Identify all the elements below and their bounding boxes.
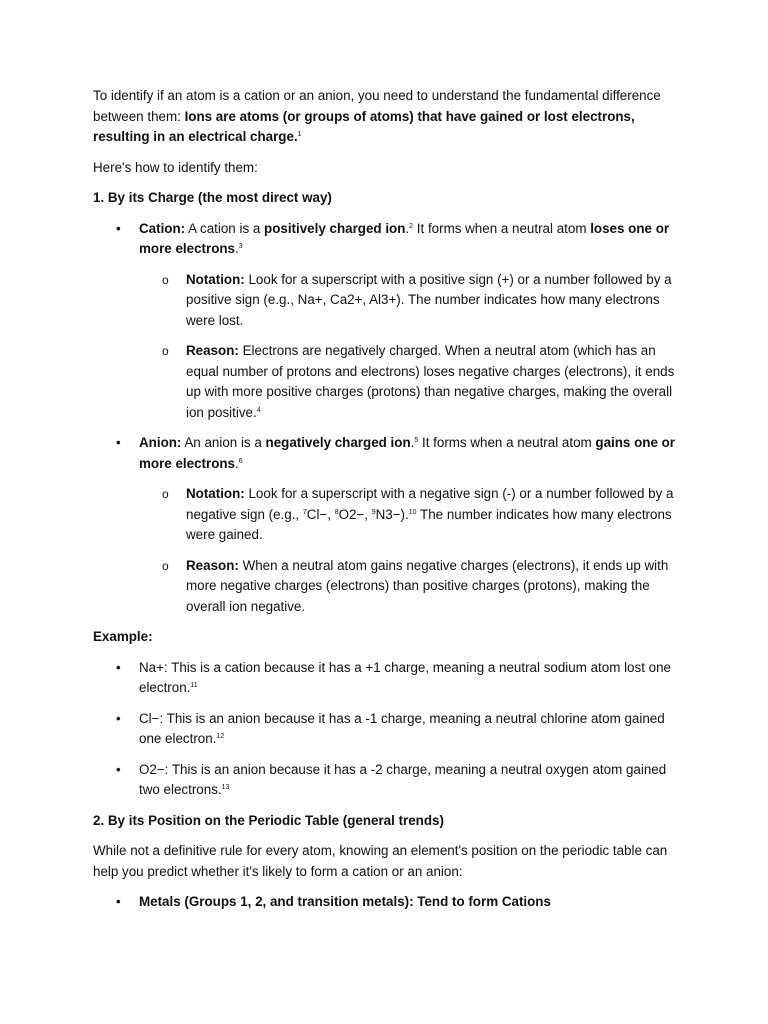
bullet-icon: • (116, 761, 121, 777)
example-item-o: • O2−: This is an anion because it has a -2 charge, meaning a neutral oxygen atom gained two electrons.$^{13}$ (116, 761, 667, 797)
footnote-ref: 10 (408, 508, 417, 516)
periodic-list (93, 892, 683, 913)
cation-sublist (139, 270, 683, 424)
document-body (93, 86, 683, 923)
cation-definition: Cation: A cation is a positively charged ion.$^2$ It forms when a neutral atom loses one or more electrons.$^3$ (139, 220, 670, 256)
footnote-ref: 4 (256, 406, 261, 414)
how-to-line: Here's how to identify them: (93, 159, 258, 175)
footnote-ref: 6 (238, 457, 243, 465)
anion-sublist (139, 484, 683, 617)
section-heading-charge: 1. By its Charge (the most direct way) (93, 190, 332, 205)
footnote-ref: 3 (238, 243, 243, 250)
sub-bullet-icon: o (162, 272, 169, 287)
footnote-ref: 12 (216, 733, 225, 740)
section-heading-periodic: 2. By its Position on the Periodic Table (general trends) (93, 812, 444, 828)
footnote-ref: 13 (221, 784, 230, 791)
periodic-intro: While not a definitive rule for every atom, knowing an element's position on the periodic table can help you predict whether it's likely to form a cation or an anion: (93, 843, 668, 879)
sub-bullet-icon: o (162, 558, 169, 573)
sub-bullet-icon: o (162, 344, 169, 358)
sub-bullet-icon: o (162, 487, 169, 501)
anion-item (93, 433, 683, 617)
anion-notation-item: o Notation: Look for a superscript with a negative sign (-) or a number followed by a negative sign (e.g., $^7$Cl−, $^8$O2−, $^9$N3−).$^{10}$ The number indicates how many electrons were gained. (162, 486, 674, 542)
footnote-ref: 9 (371, 508, 376, 516)
example-item-cl: • Cl−: This is an anion because it has a -1 charge, meaning a neutral chlorine atom gained one electron.$^{12}$ (116, 710, 665, 746)
bullet-icon: • (116, 659, 121, 675)
bullet-icon: • (116, 220, 121, 236)
footnote-ref: 8 (334, 508, 339, 516)
cation-notation-item: o Notation: Look for a superscript with a positive sign (+) or a number followed by a positive sign (e.g., Na+, Ca2+, Al3+). The number indicates how many electrons were lost. (162, 271, 672, 328)
ion-definition: Ions are atoms (or groups of atoms) that have gained or lost electrons, resulting in an electrical charge. (93, 108, 635, 144)
footnote-ref: 11 (190, 682, 198, 689)
example-heading: Example: (93, 629, 153, 644)
footnote-ref: 1 (297, 131, 302, 138)
bullet-icon: • (116, 710, 121, 726)
footnote-ref: 5 (414, 437, 419, 444)
footnote-ref: 7 (302, 508, 307, 516)
footnote-ref: 2 (409, 222, 414, 230)
intro-paragraph: To identify if an atom is a cation or an anion, you need to understand the fundamental difference between them: Ions are atoms (or groups of atoms) that have gained or lost electrons, resulting in an electrical charge.$^1$ (93, 88, 661, 144)
cation-item (93, 219, 683, 424)
example-list (93, 658, 683, 801)
anion-definition: Anion: An anion is a negatively charged ion.$^5$ It forms when a neutral atom gains one or more electrons.$^6$ (139, 435, 676, 471)
example-item-na: • Na+: This is a cation because it has a +1 charge, meaning a neutral sodium atom lost one electron.$^{11}$ (116, 659, 671, 695)
anion-reason-item: o Reason: When a neutral atom gains negative charges (electrons), it ends up with more negative charges (electrons) than positive charges (protons), making the overall ion negative. (162, 557, 669, 614)
charge-list (93, 219, 683, 618)
bullet-icon: • (116, 894, 121, 909)
bullet-icon: • (116, 435, 121, 450)
metals-item: • Metals (Groups 1, 2, and transition metals): Tend to form Cations (93, 892, 683, 913)
cation-reason-item: o Reason: Electrons are negatively charged. When a neutral atom (which has an equal number of protons and electrons) loses negative charges (electrons), it ends up with more positive charges (protons) than negative charges, making the overall ion positive.$^4$ (162, 343, 675, 420)
